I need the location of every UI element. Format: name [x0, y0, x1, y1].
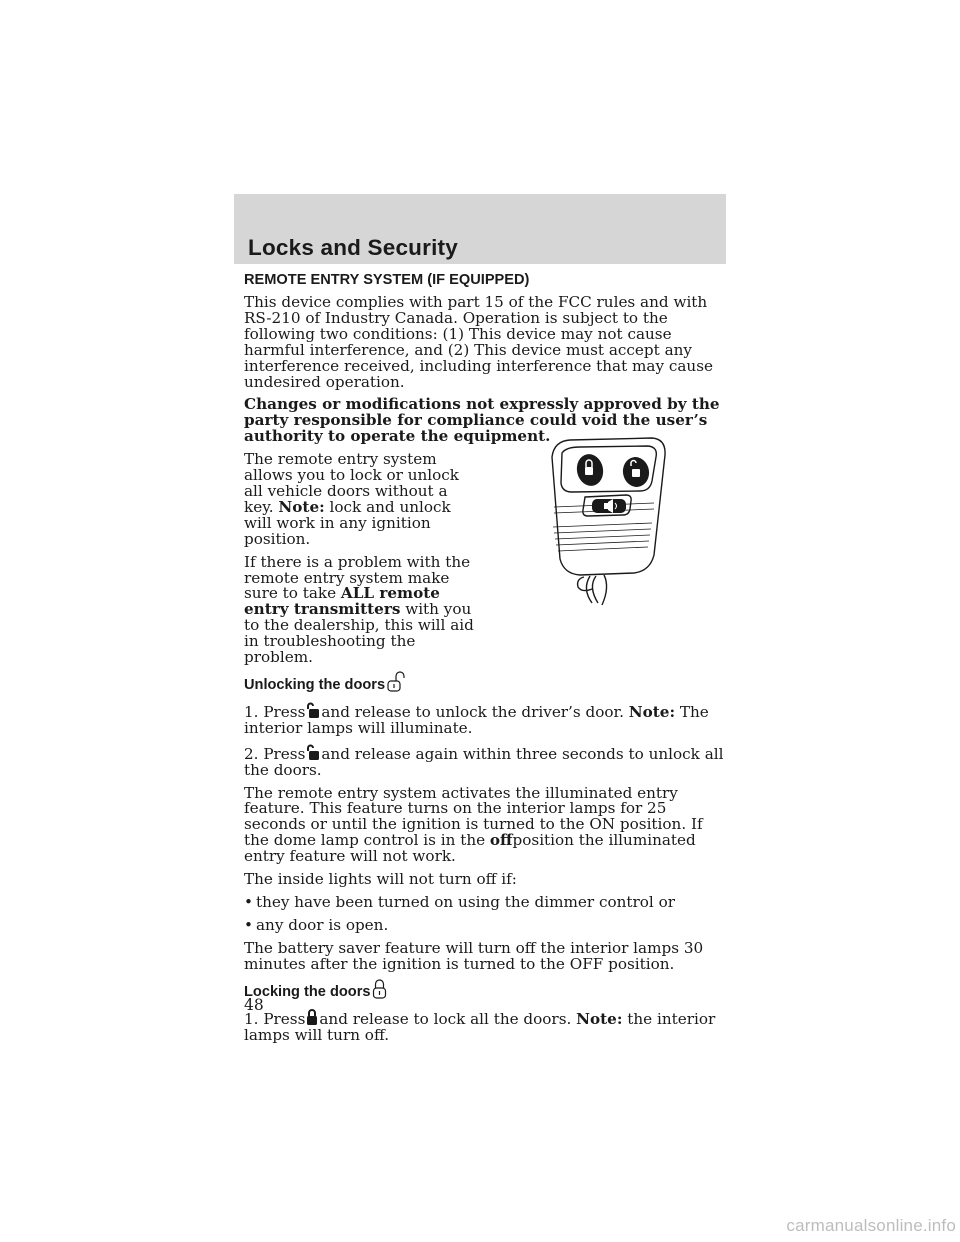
unlock-step-1-note-label: Note: — [628, 702, 676, 721]
watermark: carmanualsonline.info — [786, 1216, 956, 1235]
remote-entry-heading: REMOTE ENTRY SYSTEM (IF EQUIPPED) — [244, 272, 530, 288]
lock-step-1-post: and release to lock all the doors. — [319, 1009, 572, 1028]
list-item — [244, 915, 730, 934]
page-content — [244, 271, 730, 1050]
unlock-icon — [306, 702, 320, 718]
problem-paragraph — [244, 552, 480, 667]
lock-step-1-pre: 1. Press — [244, 1009, 306, 1028]
list-item — [244, 895, 730, 911]
illuminated-entry-pre: The remote entry system activates the illuminated entry feature. This feature turns on the interior lamps for 25 seconds or until the ignition is turned to the ON position. If the dome lamp control is in the — [244, 783, 703, 850]
unlocking-heading — [244, 676, 730, 694]
intro-note-label: Note: — [278, 497, 325, 516]
lock-step-1 — [244, 1009, 730, 1044]
unlock-step-1-pre: 1. Press — [244, 702, 306, 721]
illuminated-entry-paragraph — [244, 783, 730, 866]
section-header-band — [234, 194, 726, 264]
problem-text-pre: If there is a problem with the remote entry system make sure to take — [244, 552, 471, 603]
lights-intro: The inside lights will not turn off if: — [244, 870, 517, 889]
problem-text-bold: ALL remote entry transmitters — [244, 584, 440, 619]
fcc-compliance-paragraph: This device complies with part 15 of the FCC rules and with RS-210 of Industry Canada. Operation is subject to the following two conditions: (1) This device may not cause harmful interference, and (2) This device must accept any interference received, including interference that may cause undesired operation. — [244, 293, 713, 391]
unlock-step-2 — [244, 744, 730, 779]
bullet-symbol: • — [244, 915, 253, 934]
unlock-step-2-pre: 2. Press — [244, 744, 306, 763]
page-number: 48 — [244, 996, 264, 1014]
unlocking-heading-text: Unlocking the doors — [244, 676, 386, 693]
unlock-step-1-post: and release to unlock the driver’s door. — [321, 702, 624, 721]
problem-text-post: with you to the dealership, this will aid in troubleshooting the problem. — [244, 600, 474, 667]
lock-step-1-note-label: Note: — [576, 1009, 623, 1028]
intro-text: The remote entry system allows you to lock or unlock all vehicle doors without a key. — [244, 450, 459, 516]
unlock-icon — [306, 744, 320, 760]
illuminated-entry-post: position the illuminated entry feature will not work. — [244, 831, 696, 866]
bullet-symbol: • — [244, 893, 253, 911]
locking-heading — [244, 983, 730, 1001]
lock-icon — [306, 1009, 318, 1025]
unlock-step-1-note-text: The interior lamps will illuminate. — [244, 702, 709, 737]
lock-step-1-note-text: the interior lamps will turn off. — [244, 1009, 716, 1044]
unlock-step-2-post: and release again within three seconds to unlock all the doors. — [244, 744, 724, 779]
intro-paragraph — [244, 452, 480, 547]
illuminated-entry-bold: off — [489, 831, 513, 850]
padlock-open-outline-icon — [387, 671, 405, 693]
modification-warning-paragraph: Changes or modifications not expressly approved by the party responsible for compliance could void the user’s authority to operate the equipment. — [244, 395, 720, 446]
remote-keyfob-icon — [540, 437, 670, 607]
locking-heading-text: Locking the doors — [244, 983, 371, 1000]
battery-saver-paragraph: The battery saver feature will turn off the interior lamps 30 minutes after the ignition is turned to the OFF position. — [244, 938, 704, 973]
padlock-closed-outline-icon — [372, 978, 388, 1000]
unlock-step-1 — [244, 702, 730, 737]
bullet-text: any door is open. — [256, 915, 389, 934]
intro-note-text: lock and unlock will work in any ignition position. — [244, 497, 451, 548]
bullet-text: they have been turned on using the dimmer control or — [256, 893, 675, 911]
section-header-title: Locks and Security — [248, 235, 458, 260]
